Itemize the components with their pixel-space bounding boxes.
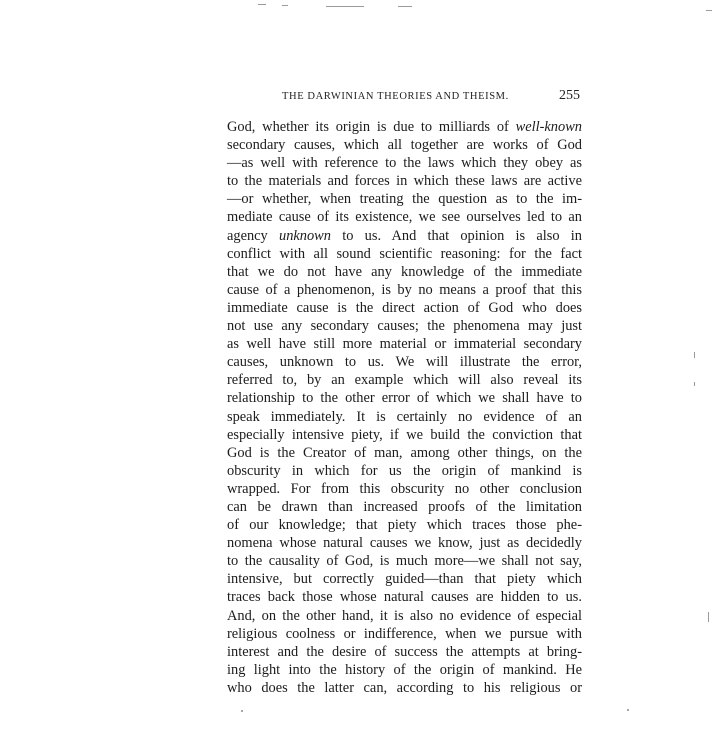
text-segment: secondary causes, which all together are works of God — [227, 137, 582, 154]
text-segment: obscurity in which for us the origin of mankind is — [227, 462, 582, 479]
scan-mark — [326, 6, 364, 7]
text-line — [227, 371, 582, 389]
text-segment: religious coolness or indifference, when we pursue with — [227, 625, 582, 642]
text-line — [227, 245, 582, 263]
text-segment: conflict with all sound scientific reasoning: for the fact — [227, 245, 582, 262]
text-line — [227, 498, 582, 516]
text-segment: especially intensive piety, if we build the conviction that — [227, 426, 582, 443]
text-segment: referred to, by an example which will also reveal its — [227, 372, 582, 389]
text-line — [227, 607, 582, 625]
text-line — [227, 172, 582, 190]
scan-mark — [708, 612, 709, 622]
text-line — [227, 534, 582, 552]
scan-mark — [398, 6, 412, 7]
text-segment: agency — [227, 227, 279, 244]
text-segment: not use any secondary causes; the phenomena may just — [227, 318, 582, 335]
body-text — [227, 118, 582, 697]
text-line — [227, 190, 582, 208]
text-segment: interest and the desire of success the attempts at bring- — [227, 643, 582, 660]
text-line — [227, 552, 582, 570]
text-line — [227, 281, 582, 299]
text-segment: who does the latter can, according to his religious or — [227, 679, 582, 696]
text-segment: can be drawn than increased proofs of the limitation — [227, 498, 582, 515]
text-line — [227, 317, 582, 335]
scan-mark — [694, 382, 695, 386]
text-segment: And, on the other hand, it is also no evidence of especial — [227, 607, 582, 624]
text-segment: ing light into the history of the origin of mankind. He — [227, 661, 582, 678]
text-line — [227, 462, 582, 480]
text-line — [227, 661, 582, 679]
italic-term: unknown — [279, 227, 331, 244]
scan-mark — [282, 5, 288, 6]
text-segment: as well have still more material or immaterial secondary — [227, 336, 582, 353]
scan-mark — [258, 4, 266, 5]
text-segment: of our knowledge; that piety which traces those phe- — [227, 517, 582, 534]
text-line — [227, 643, 582, 661]
scan-mark — [706, 10, 712, 11]
text-line — [227, 208, 582, 226]
italic-term: well-known — [515, 119, 582, 135]
text-line — [227, 227, 582, 245]
text-segment: nomena whose natural causes we know, just as decidedly — [227, 535, 582, 552]
text-line — [227, 444, 582, 462]
text-segment: —or whether, when treating the question as to the im- — [227, 191, 582, 208]
page-header — [270, 88, 592, 108]
text-line — [227, 516, 582, 534]
text-segment: wrapped. For from this obscurity no other conclusion — [227, 480, 582, 497]
scan-mark — [694, 352, 695, 358]
text-line — [227, 570, 582, 588]
scan-speck — [241, 710, 243, 712]
scan-speck — [627, 709, 629, 711]
text-line — [227, 136, 582, 154]
text-line — [227, 299, 582, 317]
text-line — [227, 480, 582, 498]
text-line — [227, 426, 582, 444]
text-line — [227, 263, 582, 281]
text-line — [227, 335, 582, 353]
text-segment: immediate cause is the direct action of God who does — [227, 299, 582, 316]
text-line — [227, 625, 582, 643]
text-segment: —as well with reference to the laws which they obey as — [227, 155, 582, 172]
text-line — [227, 588, 582, 606]
text-line — [227, 408, 582, 426]
text-segment: that we do not have any knowledge of the immediate — [227, 263, 582, 280]
text-line — [227, 154, 582, 172]
text-segment: causes, unknown to us. We will illustrate the error, — [227, 354, 582, 371]
text-line — [227, 679, 582, 697]
text-segment: cause of a phenomenon, is by no means a proof that this — [227, 281, 582, 298]
text-segment: speak immediately. It is certainly no evidence of an — [227, 408, 582, 425]
text-line — [227, 389, 582, 407]
text-segment: traces back those whose natural causes are hidden to us. — [227, 589, 582, 606]
text-segment: intensive, but correctly guided—than that piety which — [227, 571, 582, 588]
text-segment: to us. And that opinion is also in — [330, 227, 582, 244]
text-segment: to the materials and forces in which these laws are active — [227, 173, 582, 190]
running-title: THE DARWINIAN THEORIES AND THEISM. — [282, 91, 509, 102]
text-segment: to the causality of God, is much more—we shall not say, — [227, 553, 582, 570]
text-segment: relationship to the other error of which we shall have to — [227, 390, 582, 407]
text-segment: God is the Creator of man, among other things, on the — [227, 444, 582, 461]
text-line — [227, 353, 582, 371]
text-segment: God, whether its origin is due to milliards of — [227, 119, 516, 135]
page-number: 255 — [559, 88, 580, 103]
text-line — [227, 118, 582, 136]
text-segment: mediate cause of its existence, we see ourselves led to an — [227, 209, 582, 226]
